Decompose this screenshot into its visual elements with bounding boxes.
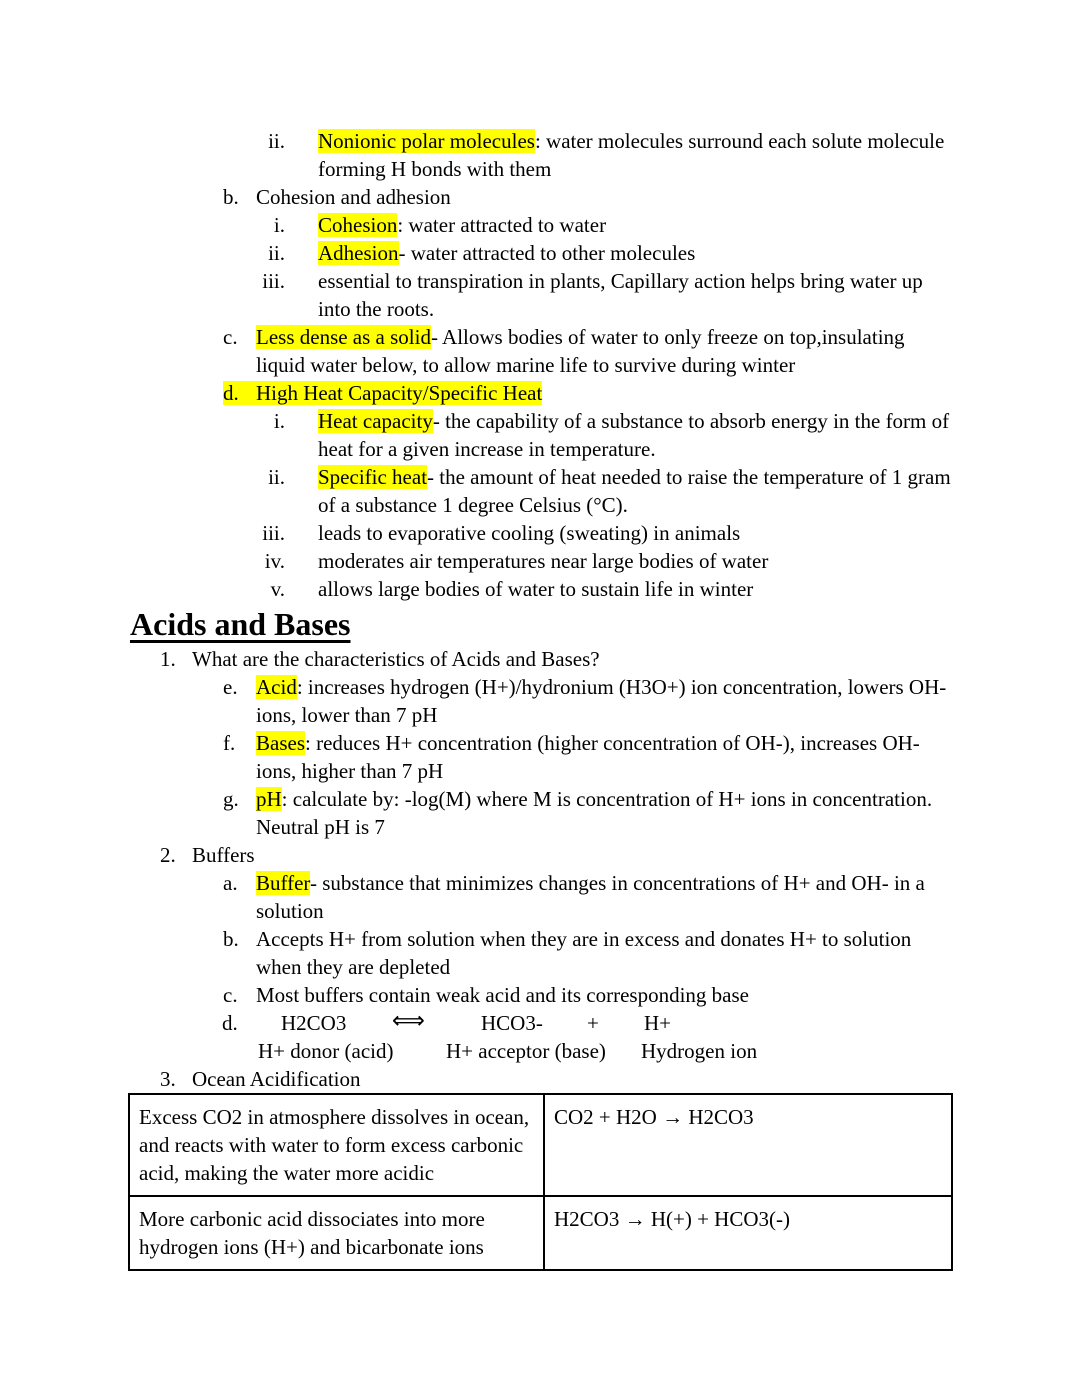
list-text bbox=[256, 785, 953, 841]
list-upper bbox=[130, 127, 953, 603]
text-segment: - water attracted to other molecules bbox=[398, 241, 696, 265]
list-marker: 3. bbox=[160, 1067, 176, 1091]
list-text bbox=[318, 267, 953, 323]
list-item bbox=[130, 323, 953, 379]
list-text bbox=[256, 379, 953, 407]
list-text bbox=[256, 729, 953, 785]
list-item bbox=[130, 785, 953, 841]
list-marker: g. bbox=[223, 787, 239, 811]
list-marker: ii. bbox=[268, 241, 285, 265]
list-text bbox=[318, 547, 953, 575]
text-segment: leads to evaporative cooling (sweating) in animals bbox=[318, 521, 741, 545]
highlighted-text: Specific heat bbox=[318, 465, 428, 489]
text-segment: : increases hydrogen (H+)/hydronium (H3O+) ion concentration, lowers OH- ions, lower than 7 pH bbox=[256, 675, 947, 727]
list-text bbox=[256, 869, 953, 925]
highlighted-text: Heat capacity bbox=[318, 409, 433, 433]
text-segment: Most buffers contain weak acid and its corresponding base bbox=[256, 983, 749, 1007]
highlighted-text: Buffer bbox=[256, 871, 311, 895]
list-marker: c. bbox=[223, 325, 238, 349]
list-item bbox=[130, 407, 953, 463]
list-text bbox=[256, 183, 953, 211]
list-item bbox=[130, 869, 953, 925]
highlighted-text: Cohesion bbox=[318, 213, 398, 237]
list-marker: i. bbox=[273, 409, 285, 433]
text-segment: - Allows bodies of water to only freeze on top,insulating liquid water below, to allow marine life to survive during winter bbox=[256, 325, 905, 377]
highlighted-text: Bases bbox=[256, 731, 305, 755]
list-marker: ii. bbox=[268, 465, 285, 489]
text-segment: What are the characteristics of Acids and Bases? bbox=[192, 647, 600, 671]
list-item bbox=[130, 575, 953, 603]
list-item bbox=[130, 981, 953, 1009]
list-lower bbox=[130, 645, 953, 1093]
list-text bbox=[192, 1065, 953, 1093]
table-cell-description: More carbonic acid dissociates into more hydrogen ions (H+) and bicarbonate ions bbox=[129, 1196, 544, 1270]
text-segment: allows large bodies of water to sustain life in winter bbox=[318, 577, 754, 601]
list-text bbox=[318, 239, 953, 267]
list-item bbox=[130, 925, 953, 981]
list-marker: a. bbox=[223, 871, 238, 895]
list-marker: b. bbox=[223, 927, 239, 951]
equation-term: H2CO3 bbox=[281, 1011, 347, 1035]
list-marker: c. bbox=[223, 983, 238, 1007]
text-segment: Ocean Acidification bbox=[192, 1067, 361, 1091]
list-text bbox=[192, 645, 953, 673]
list-item bbox=[130, 127, 953, 183]
highlighted-text: Acid bbox=[256, 675, 297, 699]
equation-term: HCO3- bbox=[481, 1011, 543, 1035]
list-text bbox=[318, 463, 953, 519]
text-segment: : water molecules surround each solute molecule forming H bonds with them bbox=[318, 129, 945, 181]
list-marker: ii. bbox=[268, 129, 285, 153]
list-item bbox=[130, 379, 953, 407]
list-marker: b. bbox=[223, 185, 239, 209]
list-marker: iii. bbox=[262, 521, 285, 545]
text-segment: - the capability of a substance to absorb energy in the form of heat for a given increase in temperature. bbox=[318, 409, 950, 461]
list-marker: iii. bbox=[262, 269, 285, 293]
list-item bbox=[130, 1065, 953, 1093]
section-heading: Acids and Bases bbox=[130, 606, 351, 642]
list-item bbox=[130, 673, 953, 729]
list-item bbox=[130, 841, 953, 869]
equation-term: + bbox=[587, 1011, 599, 1035]
list-item bbox=[130, 239, 953, 267]
list-text bbox=[256, 323, 953, 379]
list-text bbox=[318, 127, 953, 183]
text-segment: : reduces H+ concentration (higher concentration of OH-), increases OH- ions, higher than 7 pH bbox=[256, 731, 920, 783]
list-marker: f. bbox=[223, 731, 236, 755]
list-text bbox=[192, 841, 953, 869]
ocean-acidification-table bbox=[128, 1093, 953, 1271]
list-marker: d. bbox=[222, 1011, 238, 1035]
list-marker: 2. bbox=[160, 843, 176, 867]
equation-label: H+ acceptor (base) bbox=[446, 1039, 606, 1063]
text-segment: Cohesion and adhesion bbox=[256, 185, 451, 209]
list-text bbox=[318, 211, 953, 239]
text-segment: Buffers bbox=[192, 843, 255, 867]
list-item bbox=[130, 211, 953, 239]
list-marker: iv. bbox=[264, 549, 285, 573]
list-text bbox=[256, 925, 953, 981]
list-text bbox=[318, 575, 953, 603]
list-text bbox=[318, 519, 953, 547]
highlighted-text: Adhesion bbox=[318, 241, 399, 265]
table-cell-description: Excess CO2 in atmosphere dissolves in ocean, and reacts with water to form excess carbonic acid, making the water more acidic bbox=[129, 1094, 544, 1196]
equation-label: H+ donor (acid) bbox=[258, 1039, 394, 1063]
list-item bbox=[130, 463, 953, 519]
text-segment: - substance that minimizes changes in concentrations of H+ and OH- in a solution bbox=[256, 871, 925, 923]
list-marker: v. bbox=[270, 577, 285, 601]
equation-labels-line bbox=[130, 1037, 953, 1065]
list-item bbox=[130, 183, 953, 211]
highlighted-text: High Heat Capacity/Specific Heat bbox=[256, 381, 543, 405]
double-arrow-icon: ⟺ bbox=[392, 1008, 425, 1034]
list-marker: 1. bbox=[160, 647, 176, 671]
highlighted-text: Nonionic polar molecules bbox=[318, 129, 535, 153]
list-item bbox=[130, 519, 953, 547]
text-segment: : water attracted to water bbox=[397, 213, 607, 237]
highlighted-text: pH bbox=[256, 787, 282, 811]
list-text bbox=[318, 407, 953, 463]
list-marker: e. bbox=[223, 675, 238, 699]
equation-line bbox=[130, 1009, 953, 1037]
list-marker: i. bbox=[273, 213, 285, 237]
list-item bbox=[130, 645, 953, 673]
table-row bbox=[129, 1094, 952, 1196]
text-segment: moderates air temperatures near large bodies of water bbox=[318, 549, 769, 573]
table-cell-equation: H2CO3 → H(+) + HCO3(-) bbox=[544, 1196, 952, 1270]
text-segment: - the amount of heat needed to raise the temperature of 1 gram of a substance 1 degree Celsius (°C). bbox=[318, 465, 951, 517]
list-item bbox=[130, 267, 953, 323]
table-row bbox=[129, 1196, 952, 1270]
highlighted-text: d. bbox=[223, 381, 258, 405]
list-marker bbox=[130, 379, 256, 407]
list-item bbox=[130, 729, 953, 785]
list-text bbox=[256, 673, 953, 729]
list-item bbox=[130, 547, 953, 575]
table-cell-equation: CO2 + H2O → H2CO3 bbox=[544, 1094, 952, 1196]
equation-term: H+ bbox=[644, 1011, 672, 1035]
highlighted-text: Less dense as a solid bbox=[256, 325, 431, 349]
text-segment: essential to transpiration in plants, Capillary action helps bring water up into the roots. bbox=[318, 269, 923, 321]
equation-label: Hydrogen ion bbox=[641, 1039, 758, 1063]
list-text bbox=[256, 981, 953, 1009]
text-segment: : calculate by: -log(M) where M is concentration of H+ ions in concentration. Neutral pH is 7 bbox=[256, 787, 933, 839]
text-segment: Accepts H+ from solution when they are in excess and donates H+ to solution when they are depleted bbox=[256, 927, 912, 979]
